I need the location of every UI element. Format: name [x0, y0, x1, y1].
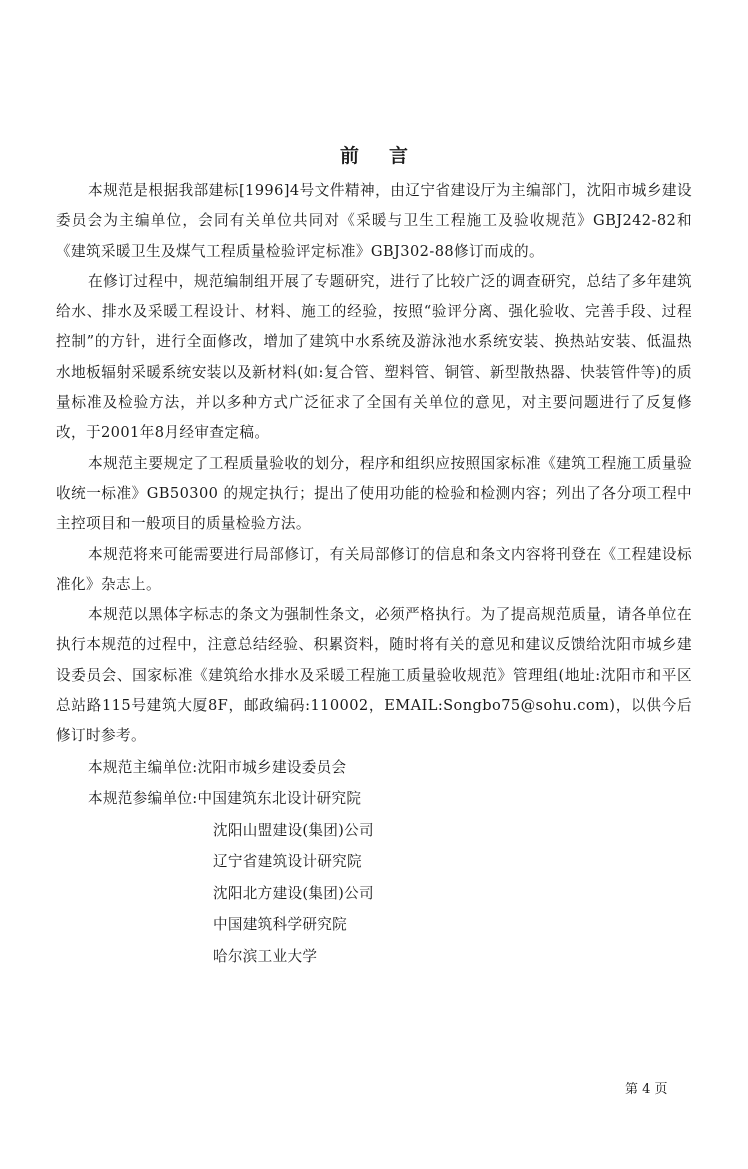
participating-units-list — [56, 815, 692, 973]
paragraph-intro: 本规范是根据我部建标[1996]4号文件精神，由辽宁省建设厅为主编部门，沈阳市城乡建设委员会为主编单位，会同有关单位共同对《采暖与卫生工程施工及验收规范》GBJ242-82和《建筑采暖卫生及煤气工程质量检验评定标准》GBJ302-88修订而成的。 — [56, 182, 692, 260]
paragraph-main-content: 本规范主要规定了工程质量验收的划分，程序和组织应按照国家标准《建筑工程施工质量验收统一标准》GB50300 的规定执行；提出了使用功能的检验和检测内容；列出了各分项工程中主控项目和一般项目的质量检验方法。 — [56, 454, 692, 533]
participating-unit: 沈阳山盟建设(集团)公司 — [213, 821, 374, 839]
participating-unit: 沈阳北方建设(集团)公司 — [213, 884, 374, 902]
page-number: 第 4 页 — [625, 1082, 668, 1097]
document-body — [56, 176, 692, 972]
paragraph-future-revision: 本规范将来可能需要进行局部修订，有关局部修订的信息和条文内容将刊登在《工程建设标准化》杂志上。 — [56, 545, 692, 593]
chief-editor-unit: 本规范主编单位:沈阳市城乡建设委员会 — [88, 758, 347, 776]
paragraph-mandatory-clauses: 本规范以黑体字标志的条文为强制性条文，必须严格执行。为了提高规范质量，请各单位在执行本规范的过程中，注意总结经验、积累资料，随时将有关的意见和建议反馈给沈阳市城乡建设委员会、国家标准《建筑给水排水及采暖工程施工质量验收规范》管理组(地址:沈阳市和平区总站路115号建筑大厦8F，邮政编码:110002，EMAIL:Songbo75@sohu.com)，以供今后修订时参考。 — [56, 606, 692, 745]
participating-unit: 哈尔滨工业大学 — [213, 947, 318, 965]
participating-unit: 辽宁省建筑设计研究院 — [213, 853, 362, 871]
participating-units-heading: 本规范参编单位:中国建筑东北设计研究院 — [88, 790, 362, 808]
page-title: 前言 — [339, 145, 438, 167]
participating-unit: 中国建筑科学研究院 — [213, 916, 348, 934]
paragraph-revision-process: 在修订过程中，规范编制组开展了专题研究，进行了比较广泛的调查研究，总结了多年建筑给水、排水及采暖工程设计、材料、施工的经验，按照“验评分离、强化验收、完善手段、过程控制”的方针，进行全面修改，增加了建筑中水系统及游泳池水系统安装、换热站安装、低温热水地板辐射采暖系统安装以及新材料(如:复合管、塑料管、铜管、新型散热器、快装管件等)的质量标准及检验方法，并以多种方式广泛征求了全国有关单位的意见，对主要问题进行了反复修改，于2001年8月经审查定稿。 — [56, 272, 692, 442]
